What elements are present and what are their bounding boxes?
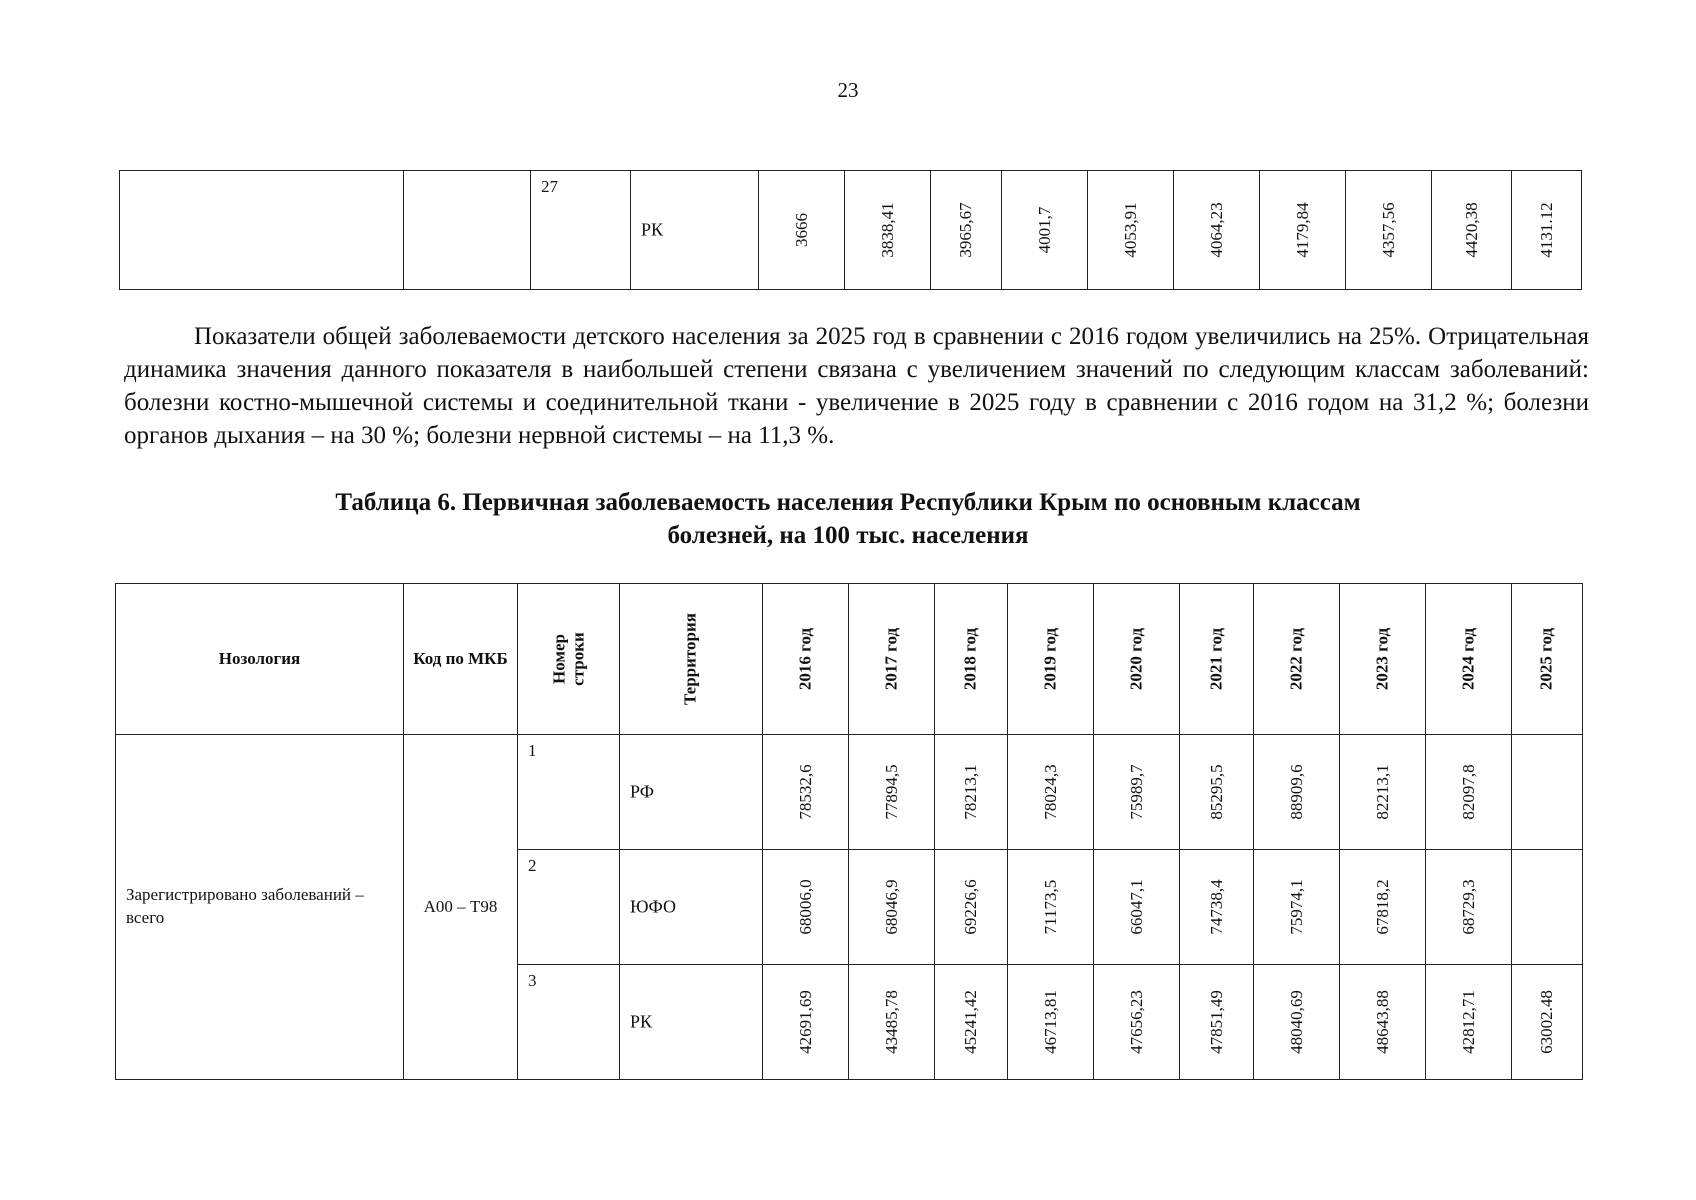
header-year xyxy=(1512,584,1583,735)
value-cell xyxy=(1432,171,1512,290)
territory-label: РФ xyxy=(630,781,654,802)
value-2016: 68006,0 xyxy=(795,879,815,935)
value-2021: 85295,5 xyxy=(1206,764,1226,820)
header-year xyxy=(1094,584,1180,735)
value-cell xyxy=(763,735,849,850)
row-number-cell xyxy=(531,171,631,290)
value-2021: 47851,49 xyxy=(1206,990,1226,1054)
value-2022: 88909,6 xyxy=(1286,764,1306,820)
territory-label: ЮФО xyxy=(630,896,676,917)
value-2020: 75989,7 xyxy=(1126,764,1146,820)
value-2024: 82097,8 xyxy=(1458,764,1478,820)
row-number: 1 xyxy=(528,741,537,760)
value-cell xyxy=(1180,735,1254,850)
value-cell xyxy=(1008,735,1094,850)
value-cell xyxy=(1002,171,1088,290)
value-cell xyxy=(1254,965,1340,1080)
value-cell xyxy=(935,735,1008,850)
value-2019: 46713,81 xyxy=(1040,990,1060,1054)
value-2023: 48643,88 xyxy=(1372,990,1392,1054)
row-number: 3 xyxy=(528,971,537,990)
row-number-cell xyxy=(518,735,620,850)
value-2017: 3838,41 xyxy=(877,202,897,258)
territory-cell xyxy=(620,965,763,1080)
value-cell xyxy=(849,735,935,850)
header-year-2025: 2025 год xyxy=(1536,627,1556,691)
value-cell xyxy=(1180,850,1254,965)
header-year-2024: 2024 год xyxy=(1458,627,1478,691)
value-2018: 69226,6 xyxy=(961,879,980,935)
header-nosology: Нозология xyxy=(116,584,404,735)
value-2016: 42691,69 xyxy=(795,990,815,1054)
value-cell xyxy=(1340,850,1426,965)
value-cell xyxy=(1426,850,1512,965)
value-2020: 4053,91 xyxy=(1120,202,1140,258)
value-cell xyxy=(1346,171,1432,290)
value-2022: 4179,84 xyxy=(1292,202,1312,258)
value-cell xyxy=(935,965,1008,1080)
header-year-2021: 2021 год xyxy=(1206,627,1226,691)
territory-label: РК xyxy=(641,219,664,240)
value-cell xyxy=(1094,965,1180,1080)
header-year xyxy=(935,584,1008,735)
header-year xyxy=(1180,584,1254,735)
value-2025: 4131.12 xyxy=(1536,202,1556,258)
value-2024: 68729,3 xyxy=(1458,879,1478,935)
paragraph-text: Показатели общей заболеваемости детского населения за 2025 год в сравнении с 2016 годом увеличились на 25%. Отрицательная динамика значения данного показателя в наибольшей степени связана с увеличением значений по следующим классам заболеваний: болезни костно-мышечной системы и соединительной ткани - увеличение в 2025 году в сравнении с 2016 годом на 31,2 %; болезни органов дыхания – на 30 %; болезни нервной системы – на 11,3 %. xyxy=(124,323,1589,449)
morbidity-table xyxy=(115,583,1583,1080)
territory-cell xyxy=(620,735,763,850)
value-cell xyxy=(1008,850,1094,965)
value-cell xyxy=(1254,735,1340,850)
header-year xyxy=(849,584,935,735)
value-cell xyxy=(845,171,931,290)
territory-label: РК xyxy=(630,1011,653,1032)
row-number-cell xyxy=(518,850,620,965)
value-cell xyxy=(1340,965,1426,1080)
header-year xyxy=(763,584,849,735)
value-2020: 66047,1 xyxy=(1126,879,1146,935)
header-year xyxy=(1426,584,1512,735)
value-2019: 78024,3 xyxy=(1040,764,1060,820)
value-cell xyxy=(1426,735,1512,850)
value-2019: 71173,5 xyxy=(1040,879,1060,935)
header-year-2017: 2017 год xyxy=(881,627,901,691)
value-cell xyxy=(1340,735,1426,850)
header-year xyxy=(1008,584,1094,735)
value-cell xyxy=(1008,965,1094,1080)
nosology-cell xyxy=(120,171,404,290)
header-year xyxy=(1340,584,1426,735)
territory-cell xyxy=(631,171,759,290)
value-cell xyxy=(849,850,935,965)
value-cell xyxy=(1254,850,1340,965)
value-cell xyxy=(1088,171,1174,290)
value-2016: 78532,6 xyxy=(795,764,815,820)
body-paragraph xyxy=(124,320,1589,452)
value-cell xyxy=(1180,965,1254,1080)
value-cell xyxy=(931,171,1002,290)
value-cell xyxy=(849,965,935,1080)
value-cell xyxy=(1512,850,1583,965)
row-number: 27 xyxy=(541,177,558,196)
header-row-number-line-2: строки xyxy=(567,632,587,686)
value-cell xyxy=(763,965,849,1080)
value-cell xyxy=(1512,965,1583,1080)
icd-code-cell: А00 – Т98 xyxy=(404,735,518,1080)
table-title-line-1: Таблица 6. Первичная заболеваемость населения Республики Крым по основным классам xyxy=(335,489,1361,516)
value-2024: 42812,71 xyxy=(1458,990,1478,1054)
header-territory-label: Территория xyxy=(680,612,700,706)
value-2021: 4064,23 xyxy=(1206,202,1226,258)
value-2016: 3666 xyxy=(791,213,811,247)
table-row xyxy=(120,171,1582,290)
value-2023: 82213,1 xyxy=(1372,764,1392,820)
row-number: 2 xyxy=(528,856,537,875)
table-title xyxy=(0,486,1696,552)
header-year-2019: 2019 год xyxy=(1040,627,1060,691)
value-cell xyxy=(759,171,845,290)
header-row-number-label xyxy=(550,632,587,686)
header-year-2018: 2018 год xyxy=(960,627,980,691)
header-year-2016: 2016 год xyxy=(795,627,815,691)
value-cell xyxy=(1094,735,1180,850)
header-year-2023: 2023 год xyxy=(1372,627,1392,691)
value-cell xyxy=(1512,735,1583,850)
header-row xyxy=(116,584,1583,735)
value-2017: 68046,9 xyxy=(881,879,901,935)
value-2022: 75974,1 xyxy=(1286,879,1306,935)
value-cell xyxy=(1094,850,1180,965)
value-2024: 4420,38 xyxy=(1461,202,1481,258)
value-2025: 63002.48 xyxy=(1537,990,1556,1054)
value-2018: 45241,42 xyxy=(961,990,980,1054)
value-2018: 3965,67 xyxy=(956,202,975,258)
value-cell xyxy=(1512,171,1582,290)
value-cell xyxy=(1260,171,1346,290)
table-row xyxy=(116,735,1583,850)
icd-code-cell xyxy=(404,171,531,290)
value-cell xyxy=(935,850,1008,965)
value-2022: 48040,69 xyxy=(1286,990,1306,1054)
value-2023: 67818,2 xyxy=(1372,879,1392,935)
value-2021: 74738,4 xyxy=(1206,879,1226,935)
value-cell xyxy=(763,850,849,965)
header-year xyxy=(1254,584,1340,735)
territory-cell xyxy=(620,850,763,965)
value-2017: 77894,5 xyxy=(881,764,901,820)
value-2020: 47656,23 xyxy=(1126,990,1146,1054)
nosology-cell: Зарегистрировано заболеваний – всего xyxy=(116,735,404,1080)
value-cell xyxy=(1174,171,1260,290)
value-2018: 78213,1 xyxy=(961,764,980,820)
header-year-2020: 2020 год xyxy=(1126,627,1146,691)
table-title-line-2: болезней, на 100 тыс. населения xyxy=(667,522,1029,549)
value-2023: 4357,56 xyxy=(1378,202,1398,258)
header-row-number xyxy=(518,584,620,735)
header-row-number-line-1: Номер xyxy=(548,634,568,684)
page-number: 23 xyxy=(837,78,859,102)
value-2019: 4001,7 xyxy=(1034,206,1054,254)
header-icd-code: Код по МКБ xyxy=(404,584,518,735)
value-2017: 43485,78 xyxy=(881,990,901,1054)
row-number-cell xyxy=(518,965,620,1080)
header-territory xyxy=(620,584,763,735)
header-year-2022: 2022 год xyxy=(1286,627,1306,691)
continuation-table xyxy=(119,170,1582,290)
value-cell xyxy=(1426,965,1512,1080)
